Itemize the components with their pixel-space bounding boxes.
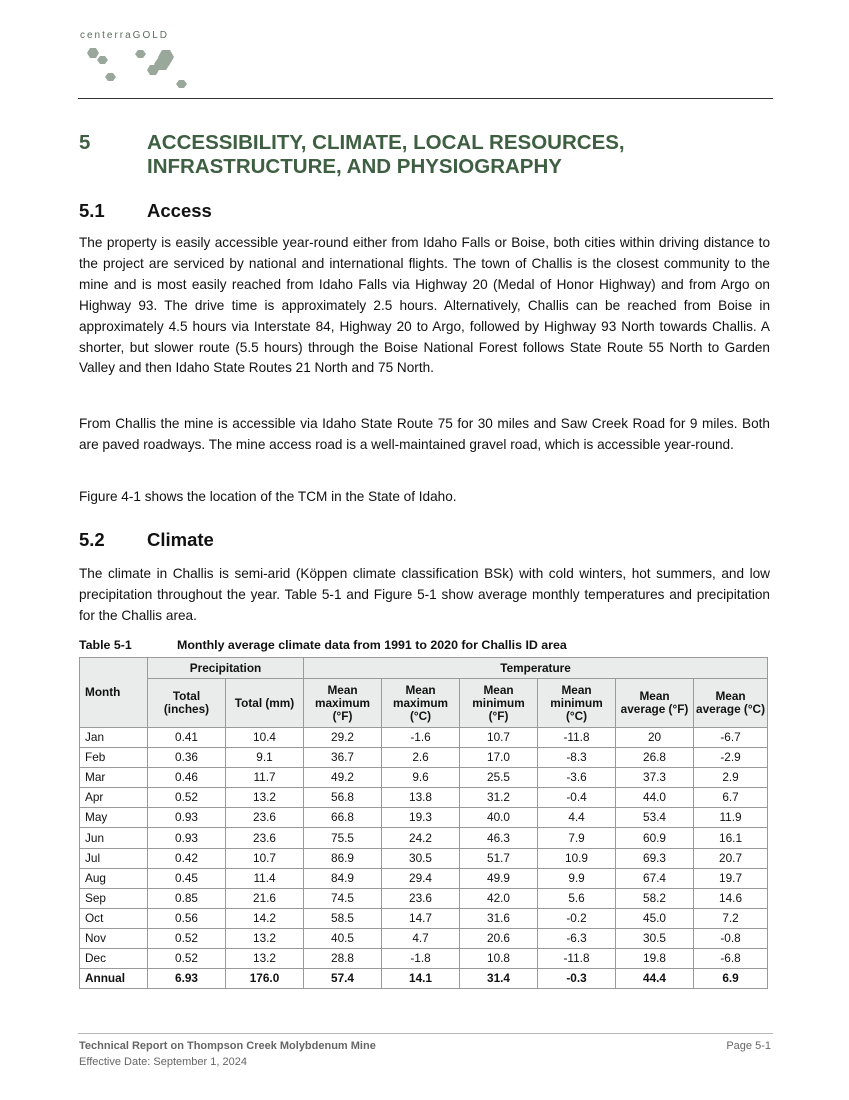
table-cell: -6.7 [694,728,768,748]
row-label: Annual [80,969,148,989]
subsection-title: Climate [147,529,214,550]
table-cell: 84.9 [304,868,382,888]
table-cell: 13.2 [226,788,304,808]
table-row [80,928,768,948]
table-cell: 20.6 [460,928,538,948]
table-cell: -0.8 [694,928,768,948]
row-label: Jun [80,828,148,848]
table-cell: 11.9 [694,808,768,828]
column-header: Mean minimum (°F) [460,679,538,728]
table-cell: 46.3 [460,828,538,848]
table-cell: 44.0 [616,788,694,808]
table-cell: 67.4 [616,868,694,888]
table-cell: 66.8 [304,808,382,828]
table-cell: 0.52 [148,788,226,808]
table-row [80,768,768,788]
column-header-month: Month [80,658,148,728]
table-cell: 86.9 [304,848,382,868]
table-cell: 25.5 [460,768,538,788]
table-cell: 60.9 [616,828,694,848]
table-row [80,888,768,908]
table-cell: -0.3 [538,969,616,989]
subsection-number: 5.2 [79,529,105,550]
column-header: Total (inches) [148,679,226,728]
table-cell: -11.8 [538,949,616,969]
table-cell: 4.4 [538,808,616,828]
table-cell: 6.93 [148,969,226,989]
row-label: Oct [80,908,148,928]
table-cell: 56.8 [304,788,382,808]
table-cell: 6.9 [694,969,768,989]
table-cell: 10.4 [226,728,304,748]
table-cell: 10.7 [460,728,538,748]
table-cell: 19.8 [616,949,694,969]
subsection-title: Access [147,200,212,221]
section-number: 5 [79,131,91,154]
access-paragraph-2: From Challis the mine is accessible via Idaho State Route 75 for 30 miles and Saw Creek Road for 9 miles. Both are paved roadways. The mine access road is a well-maintained gravel road, which is accessible year-round. [79,416,770,452]
climate-paragraph: The climate in Challis is semi-arid (Köppen climate classification BSk) with cold winters, hot summers, and low precipitation throughout the year. Table 5-1 and Figure 5-1 show average monthly temperatures and precipitation for the Challis area. [79,566,770,623]
table-cell: 0.41 [148,728,226,748]
table-cell: 74.5 [304,888,382,908]
table-cell: 28.8 [304,949,382,969]
table-row [80,949,768,969]
column-header: Mean average (°C) [694,679,768,728]
table-cell: 75.5 [304,828,382,848]
table-cell: -8.3 [538,748,616,768]
table-row [80,848,768,868]
table-cell: 19.3 [382,808,460,828]
table-cell: 49.2 [304,768,382,788]
table-label: Table 5-1 [79,638,132,652]
table-cell: 58.5 [304,908,382,928]
climate-table [79,657,768,989]
table-cell: 26.8 [616,748,694,768]
column-header: Total (mm) [226,679,304,728]
table-cell: 57.4 [304,969,382,989]
table-cell: 51.7 [460,848,538,868]
table-cell: 0.56 [148,908,226,928]
row-label: Mar [80,768,148,788]
table-cell: 31.4 [460,969,538,989]
row-label: Aug [80,868,148,888]
table-cell: 40.5 [304,928,382,948]
table-cell: 58.2 [616,888,694,908]
table-row [80,808,768,828]
table-cell: 9.9 [538,868,616,888]
table-cell: 69.3 [616,848,694,868]
column-header: Mean maximum (°F) [304,679,382,728]
table-cell: 2.9 [694,768,768,788]
table-cell: 6.7 [694,788,768,808]
table-cell: 13.2 [226,949,304,969]
table-cell: 53.4 [616,808,694,828]
table-cell: 14.6 [694,888,768,908]
footer-effective-date: Effective Date: September 1, 2024 [79,1056,247,1068]
table-cell: 31.2 [460,788,538,808]
table-cell: 11.7 [226,768,304,788]
table-cell: 176.0 [226,969,304,989]
table-cell: 0.36 [148,748,226,768]
company-logo [80,30,210,94]
table-cell: 45.0 [616,908,694,928]
header-divider [78,98,773,99]
row-label: Dec [80,949,148,969]
table-cell: 0.42 [148,848,226,868]
access-paragraph-3: Figure 4-1 shows the location of the TCM in the State of Idaho. [79,489,457,504]
column-header: Mean maximum (°C) [382,679,460,728]
table-cell: 31.6 [460,908,538,928]
row-label: Jan [80,728,148,748]
footer-page-number: Page 5-1 [726,1040,771,1052]
footer-report-title: Technical Report on Thompson Creek Molybdenum Mine [79,1040,376,1052]
table-cell: 0.52 [148,928,226,948]
table-row [80,828,768,848]
table-cell: 7.9 [538,828,616,848]
table-cell: 13.8 [382,788,460,808]
table-cell: 20 [616,728,694,748]
table-cell: 20.7 [694,848,768,868]
subsection-number: 5.1 [79,200,105,221]
footer-divider [78,1033,773,1034]
column-header: Mean minimum (°C) [538,679,616,728]
table-cell: 0.52 [148,949,226,969]
table-cell: 24.2 [382,828,460,848]
table-cell: 17.0 [460,748,538,768]
table-cell: 4.7 [382,928,460,948]
table-cell: 11.4 [226,868,304,888]
table-row-annual [80,969,768,989]
table-cell: -1.6 [382,728,460,748]
table-cell: 19.7 [694,868,768,888]
table-cell: 16.1 [694,828,768,848]
table-row [80,868,768,888]
table-cell: 30.5 [616,928,694,948]
table-row [80,728,768,748]
table-cell: 0.93 [148,828,226,848]
row-label: Jul [80,848,148,868]
hexagon-cluster-icon [80,44,200,94]
table-cell: 0.46 [148,768,226,788]
table-cell: -6.8 [694,949,768,969]
table-cell: 23.6 [226,828,304,848]
section-title: ACCESSIBILITY, CLIMATE, LOCAL RESOURCES, INFRASTRUCTURE, AND PHYSIOGRAPHY [147,131,625,178]
table-cell: 0.93 [148,808,226,828]
table-cell: 0.45 [148,868,226,888]
table-cell: 2.6 [382,748,460,768]
table-row [80,788,768,808]
table-cell: 23.6 [382,888,460,908]
table-cell: -2.9 [694,748,768,768]
table-cell: 42.0 [460,888,538,908]
column-header: Mean average (°F) [616,679,694,728]
row-label: Sep [80,888,148,908]
table-cell: 13.2 [226,928,304,948]
table-cell: 14.7 [382,908,460,928]
table-cell: 10.9 [538,848,616,868]
table-cell: 44.4 [616,969,694,989]
table-cell: 10.7 [226,848,304,868]
table-cell: 36.7 [304,748,382,768]
table-cell: 9.1 [226,748,304,768]
table-cell: 14.1 [382,969,460,989]
row-label: Feb [80,748,148,768]
table-row [80,748,768,768]
table-cell: -0.4 [538,788,616,808]
table-cell: 30.5 [382,848,460,868]
table-cell: 5.6 [538,888,616,908]
table-cell: -6.3 [538,928,616,948]
row-label: Nov [80,928,148,948]
table-cell: 29.2 [304,728,382,748]
table-cell: 29.4 [382,868,460,888]
group-header-temperature: Temperature [304,658,768,679]
table-cell: 7.2 [694,908,768,928]
table-row [80,908,768,928]
group-header-precipitation: Precipitation [148,658,304,679]
table-cell: 9.6 [382,768,460,788]
logo-wordmark: centerraGOLD [80,30,170,41]
access-paragraph-1: The property is easily accessible year-round either from Idaho Falls or Boise, both cities within driving distance to the project are serviced by national and international flights. The town of Challis is the closest community to the mine and is most easily reached from Idaho Falls via Highway 20 (Medal of Honor Highway) and from Argo on Highway 93. The drive time is approximately 2.5 hours. Alternatively, Challis can be reached from Boise in approximately 4.5 hours via Interstate 84, Highway 20 to Argo, followed by Highway 93 North towards Challis. A shorter, but slower route (5.5 hours) through the Boise National Forest follows State Route 55 North to Garden Valley and then Idaho State Routes 21 North and 75 North. [79,235,770,376]
row-label: Apr [80,788,148,808]
table-title: Monthly average climate data from 1991 to 2020 for Challis ID area [177,638,567,652]
table-cell: -3.6 [538,768,616,788]
table-cell: -0.2 [538,908,616,928]
table-cell: 14.2 [226,908,304,928]
table-cell: 0.85 [148,888,226,908]
table-cell: 37.3 [616,768,694,788]
table-cell: -11.8 [538,728,616,748]
table-cell: 40.0 [460,808,538,828]
table-cell: 21.6 [226,888,304,908]
row-label: May [80,808,148,828]
table-cell: 23.6 [226,808,304,828]
table-cell: 10.8 [460,949,538,969]
table-cell: -1.8 [382,949,460,969]
table-cell: 49.9 [460,868,538,888]
